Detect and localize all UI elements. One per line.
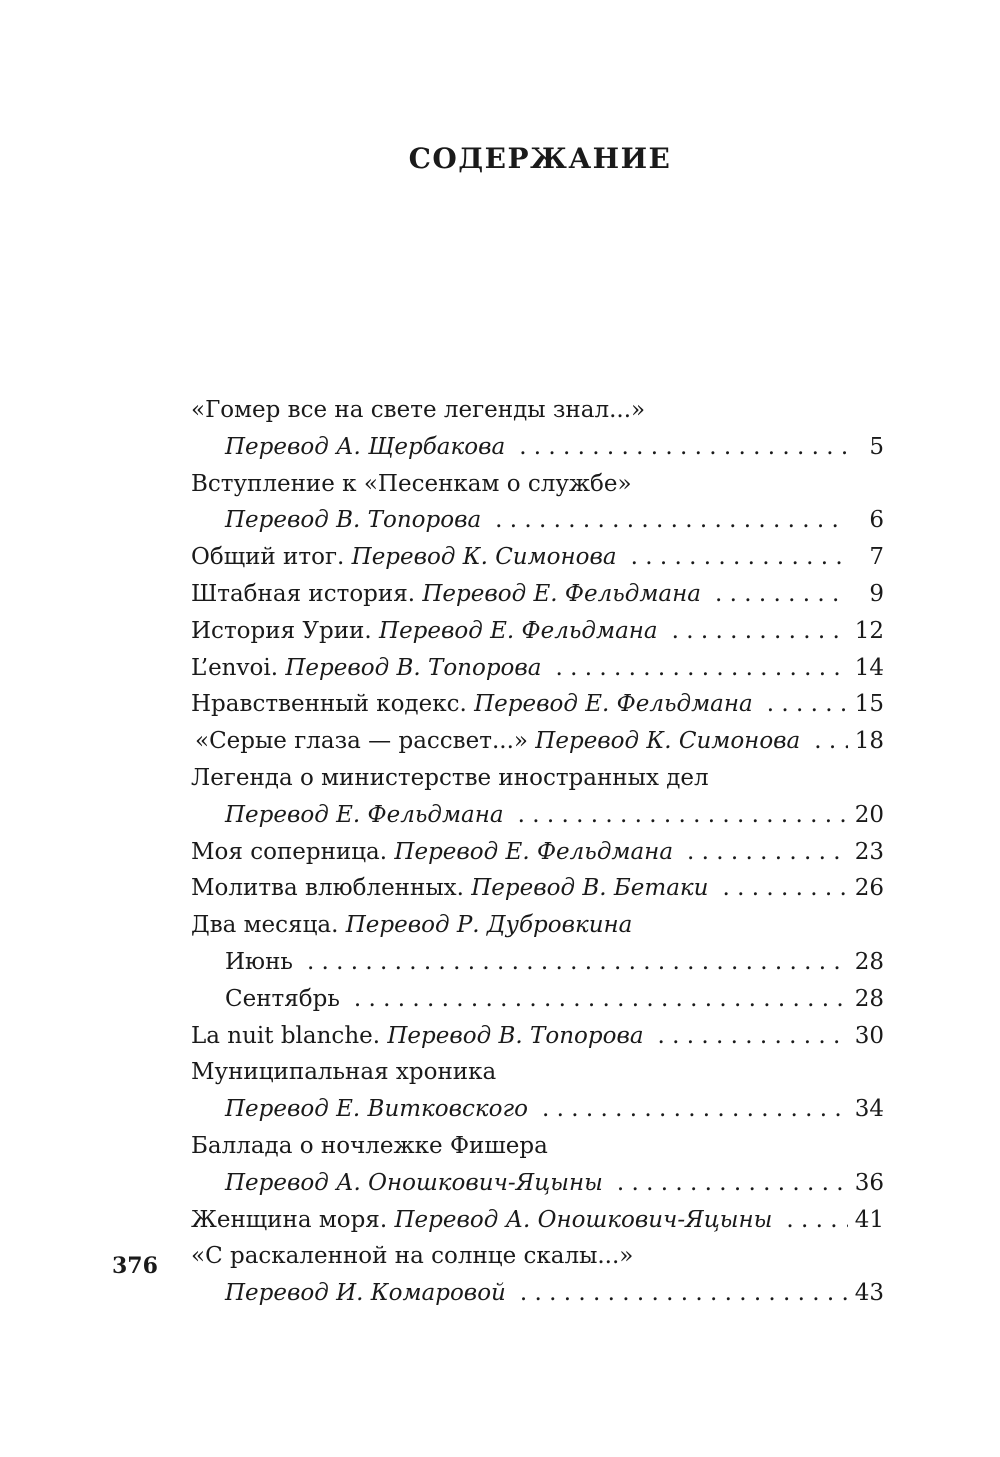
dot-leader xyxy=(556,650,849,687)
toc-line xyxy=(191,392,884,429)
dot-leader xyxy=(542,1091,848,1128)
toc-page-number: 28 xyxy=(854,948,884,975)
dot-leader xyxy=(617,1165,848,1202)
toc-entry-title: Нравственный кодекс. xyxy=(191,691,467,718)
toc-page-number: 23 xyxy=(854,838,884,865)
toc-line xyxy=(191,466,884,503)
toc-page-number: 36 xyxy=(854,1169,884,1196)
toc-entry-translator: Перевод В. Топорова xyxy=(285,654,542,681)
dot-leader xyxy=(518,797,848,834)
toc-entry-subtitle: Сентябрь xyxy=(225,985,340,1012)
toc-entry-translator: Перевод А. Оношкович-Яцыны xyxy=(394,1206,773,1233)
dot-leader xyxy=(814,723,848,760)
toc-page-number: 15 xyxy=(854,691,884,718)
toc-line xyxy=(191,981,884,1018)
dot-leader xyxy=(307,944,848,981)
toc-entry-translator: Перевод Е. Фельдмана xyxy=(379,617,658,644)
toc-entry-title: La nuit blanche. xyxy=(191,1022,381,1049)
toc-page-number: 20 xyxy=(854,801,884,828)
toc-entry-translator: Перевод Е. Витковского xyxy=(225,1096,528,1123)
toc-entry-title: Молитва влюбленных. xyxy=(191,875,464,902)
dot-leader xyxy=(672,613,848,650)
toc-entry-title: «С раскаленной на солнце скалы...» xyxy=(191,1243,634,1270)
toc-entry-title: Общий итог. xyxy=(191,544,345,571)
toc-entry-translator: Перевод Е. Фельдмана xyxy=(474,691,753,718)
toc-entry-translator: Перевод В. Топорова xyxy=(225,507,482,534)
toc-entry-translator: Перевод Е. Фельдмана xyxy=(394,838,674,865)
toc-line xyxy=(191,1018,884,1055)
toc-entry-translator: Перевод В. Бетаки xyxy=(471,875,709,902)
toc-entry-title: Муниципальная хроника xyxy=(191,1059,497,1086)
toc-entry-translator: Перевод К. Симонова xyxy=(535,728,801,755)
toc-entry-title: «Серые глаза — рассвет...» xyxy=(195,728,528,755)
toc-entry-translator: Перевод Р. Дубровкина xyxy=(345,912,633,939)
dot-leader xyxy=(786,1202,848,1239)
toc-page-number: 5 xyxy=(869,433,884,460)
toc-entry-title: Два месяца. xyxy=(191,912,339,939)
toc-line xyxy=(191,797,884,834)
toc-page-number: 14 xyxy=(854,654,884,681)
toc-line xyxy=(191,576,884,613)
table-of-contents xyxy=(191,392,884,1312)
page-number-folio: 376 xyxy=(112,1253,158,1279)
toc-entry-translator: Перевод И. Комаровой xyxy=(225,1280,506,1307)
toc-entry-title: «Гомер все на свете легенды знал...» xyxy=(191,397,646,423)
toc-line xyxy=(191,1275,884,1312)
toc-page-number: 28 xyxy=(854,985,884,1012)
toc-entry-translator: Перевод Е. Фельдмана xyxy=(225,801,504,828)
toc-entry-title: Вступление к «Песенкам о службе» xyxy=(191,470,632,497)
toc-entry-title: Легенда о министерстве иностранных дел xyxy=(191,764,709,791)
toc-entry-translator: Перевод А. Щербакова xyxy=(225,433,506,460)
dot-leader xyxy=(715,576,848,613)
toc-page-number: 34 xyxy=(854,1096,884,1123)
toc-entry-translator: Перевод К. Симонова xyxy=(351,544,617,571)
toc-entry-subtitle: Июнь xyxy=(225,948,293,975)
toc-page-number: 43 xyxy=(854,1280,884,1307)
toc-line xyxy=(191,944,884,981)
toc-line xyxy=(191,907,884,944)
dot-leader xyxy=(495,502,848,539)
toc-page-number: 7 xyxy=(869,544,884,571)
dot-leader xyxy=(354,981,848,1018)
dot-leader xyxy=(520,1275,848,1312)
toc-page-number: 9 xyxy=(869,580,884,607)
toc-entry-translator: Перевод Е. Фельдмана xyxy=(422,580,702,607)
toc-entry-title: Женщина моря. xyxy=(191,1206,388,1233)
toc-line xyxy=(191,834,884,871)
dot-leader xyxy=(519,429,848,466)
toc-entry-translator: Перевод В. Топорова xyxy=(387,1022,644,1049)
toc-page-number: 26 xyxy=(854,875,884,902)
toc-entry-title: Штабная история. xyxy=(191,580,416,607)
toc-line xyxy=(191,539,884,576)
toc-line xyxy=(191,502,884,539)
dot-leader xyxy=(722,870,848,907)
toc-line xyxy=(191,686,884,723)
toc-line xyxy=(191,1054,884,1091)
toc-entry-title: Моя соперница. xyxy=(191,838,388,865)
toc-entry-title: История Урии. xyxy=(191,617,372,644)
toc-entry-title: Баллада о ночлежке Фишера xyxy=(191,1132,548,1159)
toc-line xyxy=(191,760,884,797)
toc-line xyxy=(191,1202,884,1239)
toc-line xyxy=(191,1128,884,1165)
dot-leader xyxy=(767,686,848,723)
page-title: СОДЕРЖАНИЕ xyxy=(408,142,672,175)
toc-line xyxy=(191,870,884,907)
toc-page-number: 30 xyxy=(854,1022,884,1049)
toc-page-number: 12 xyxy=(854,617,884,644)
toc-line xyxy=(191,650,884,687)
toc-line xyxy=(191,613,884,650)
toc-entry-title: L’envoi. xyxy=(191,654,279,681)
toc-entry-translator: Перевод А. Оношкович-Яцыны xyxy=(225,1169,603,1196)
toc-page-number: 6 xyxy=(869,507,884,534)
toc-line xyxy=(191,1238,884,1275)
dot-leader xyxy=(631,539,848,576)
toc-line xyxy=(191,429,884,466)
toc-line xyxy=(191,1091,884,1128)
toc-page-number: 41 xyxy=(854,1206,884,1233)
toc-page-number: 18 xyxy=(854,728,884,755)
dot-leader xyxy=(658,1018,848,1055)
toc-line xyxy=(191,1165,884,1202)
toc-line xyxy=(191,723,884,760)
dot-leader xyxy=(687,834,848,871)
